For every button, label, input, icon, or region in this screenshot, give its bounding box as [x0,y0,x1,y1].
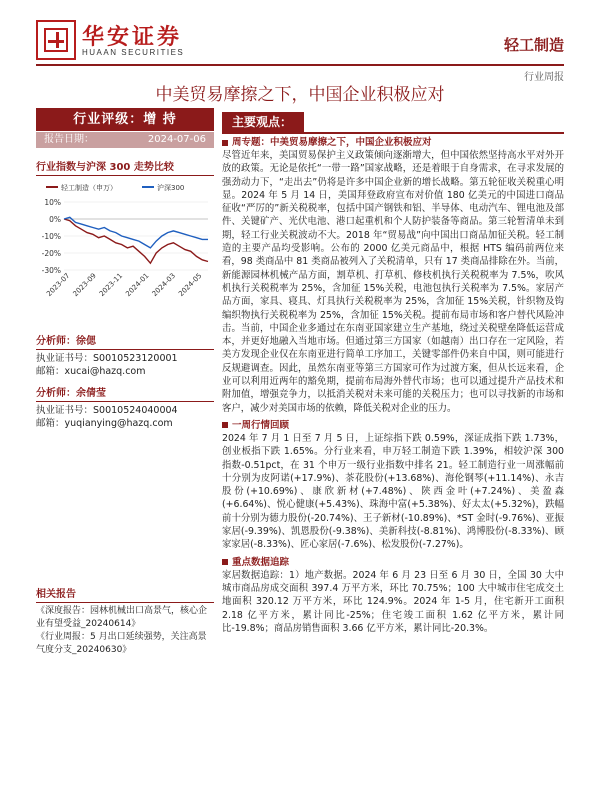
related-divider [36,602,214,603]
x-tick-label: 2024-01 [124,271,151,299]
market-review-paragraph: 2024 年 7 月 1 日至 7 月 5 日，上证综指下跌 0.59%，深证成指下跌 1.73%，创业板指下跌 1.65%。分行业来看，申万轻工制造下跌 1.39%，相较沪深 300 指数-0.51pct，在 31 个申万一级行业指数中排名 21。轻工制造行业一周涨幅前十分别为皮阿诺(+17.9%)、茶花股份(+13.68%)、海伦钢琴(+11.14%)、永吉股份(+10.69%)、康欣新材(+7.48%)、陕西金叶(+7.24%)、美盈森(+6.64%)、悦心健康(+5.43%)、珠海中富(+5.38%)、好太太(+5.32%)，跌幅前十分别为德力股份(-20.74%)、王子新材(-10.89%)、*ST 金时(-9.76%)、亚振家居(-9.39%)、凯恩股份(-9.38%)、美新科技(-8.81%)、鸿博股份(-8.33%)、顾家家居(-8.33%)、匠心家居(-7.6%)、松发股份(-7.27%)。 [222,432,564,551]
chart-title: 行业指数与沪深 300 走势比较 [36,162,174,173]
key-points-divider [222,132,564,134]
analyst-1-divider [36,349,214,350]
industry-rating: 行业评级：增 持 [36,108,214,131]
section-weekly-topic [222,136,564,149]
related-report-link[interactable]: 《行业周报：5 月出口延续强势，关注高景气度分支_20240630》 [36,632,207,655]
logo-text: 华安证券 [82,25,183,50]
analyst-1-email[interactable]: 邮箱：xucai@hazq.com [36,366,146,377]
industry-name: 轻工制造 [503,36,564,54]
key-points-label: 主要观点： [222,112,304,132]
analyst-2-license: 执业证书号：S0010524040004 [36,405,178,416]
legend-label: 沪深300 [157,184,185,192]
x-tick-label: 2023-07 [45,271,72,299]
x-tick-label: 2024-05 [177,271,204,299]
report-title: 中美贸易摩擦之下，中国企业积极应对 [155,85,445,105]
series-line [64,217,208,248]
chart-divider [36,175,214,176]
x-tick-label: 2023-09 [71,271,98,299]
main-content [222,108,564,635]
related-reports [36,585,214,657]
logo-mark-icon [36,20,76,60]
bullet-square-icon [222,422,228,428]
index-trend-chart [36,178,214,326]
analyst-1-name: 分析师：徐偲 [36,336,96,347]
logo-text-en: HUAAN SECURITIES [82,48,185,57]
bullet-square-icon [222,140,228,146]
analyst-1-license: 执业证书号：S0010523120001 [36,353,178,364]
analyst-2-divider [36,401,214,402]
y-tick-label: 10% [44,198,61,207]
analyst-2-email[interactable]: 邮箱：yuqianying@hazq.com [36,418,173,429]
report-date: 2024-07-06 [147,134,206,145]
x-tick-label: 2023-11 [97,271,125,299]
bullet-square-icon [222,559,228,565]
analyst-2-name: 分析师：余倩莹 [36,388,106,399]
y-tick-label: -10% [41,232,61,241]
header-divider [36,64,564,66]
weekly-topic-paragraph: 尽管近年来，美国贸易保护主义政策倾向逐渐增大，但中国依然坚持高水平对外开放的政策。无论是依托“一带一路”国家战略，还是着眼于自身需求，在寻求发展的强劲动力下，“走出去”仍将是许多中国企业新的增长战略。第五轮征收关税重心明显。2024 年 5 月 14 日，美国拜登政府宣布对价值 180 亿美元的中国进口商品征收“严厉的”新关税税率，包括中国产钢铁和铝、半导体、电动汽车、锂电池及部件、关键矿产、光伏电池、港口起重机和个人防护装备等商品。第三轮暂清单未到期，轻工行业关税波动不大。2018 年“贸易战”向中国出口商品加征关税。轻工制造的主要产品均受影响。公布的 2000 亿美元商品中，根据 HTS 编码前两位来看，98 类商品中 81 类商品被列入了关税清单，只有 17 类商品排除在外。当前，新能源园林机械产品方面，割草机、打草机、修枝机执行关税税率为 7.5%，吹风机执行关税税率为 25%，含加征 15%关税，电池包执行关税率为 7.5%。家居产品方面，家具、寝具、灯具执行关税税率为 25%，含加征 15%关税，针织物及钩编织物执行关税税率为 25%，含加征 15%关税。提前布局市场和客户替代风险冲击。当前，中国企业多通过在东南亚国家建立生产基地，绕过关税壁垒降低运营成本，并更好地融入当地市场。但通过第三方国家（如越南）出口存在一定风险，若美方发现企业仅在东南亚进行简单工序加工，关键零部件仍来自中国，则可能进行反规避调查。因此，虽然东南亚等第三方国家可作为过渡方案，但从长远来看，企业可以利用近两年的豁免期，提前布局海外替代市场；也可以通过提升产品技术和附加值，增强竞争力，以抵消关税对未来可能的关税压力；也可以寻找新的市场和客户，减少对美国市场的依赖，降低关税对企业的压力。 [222,150,564,414]
key-points-header [222,108,564,134]
section-title: 周专题：中美贸易摩擦之下，中国企业积极应对 [232,137,432,148]
key-data-paragraph: 家居数据追踪：1）地产数据。2024 年 6 月 23 日至 6 月 30 日，全国 30 大中城市商品房成交面积 397.4 万平方米，环比 70.75%；100 大中城市住宅成交土地面积 320.12 万平方米，环比 124.9%。2024 年 1-5 月，住宅新开工面积 2.18 亿平方米，累计同比-25%；住宅竣工面积 1.62 亿平方米，累计同比-19.8%；商品房销售面积 3.66 亿平方米，累计同比-20.3%。 [222,569,564,634]
related-report-link[interactable]: 《深度报告：园林机械出口高景气，核心企业有望受益_20240614》 [36,606,208,629]
y-tick-label: -20% [41,249,61,258]
y-tick-label: -30% [41,266,61,275]
related-reports-title: 相关报告 [36,589,76,600]
section-key-data [222,556,564,569]
legend-label: 轻工制造（申万） [61,184,117,192]
section-title: 一周行情回顾 [232,419,290,431]
report-type: 行业周报 [524,72,564,83]
section-title: 重点数据追踪 [232,556,290,568]
section-market-review [222,419,564,432]
report-date-bar [36,132,214,148]
left-column [36,108,214,430]
y-tick-label: 0% [49,215,61,224]
x-tick-label: 2024-03 [150,271,178,299]
report-date-label: 报告日期： [44,134,94,145]
